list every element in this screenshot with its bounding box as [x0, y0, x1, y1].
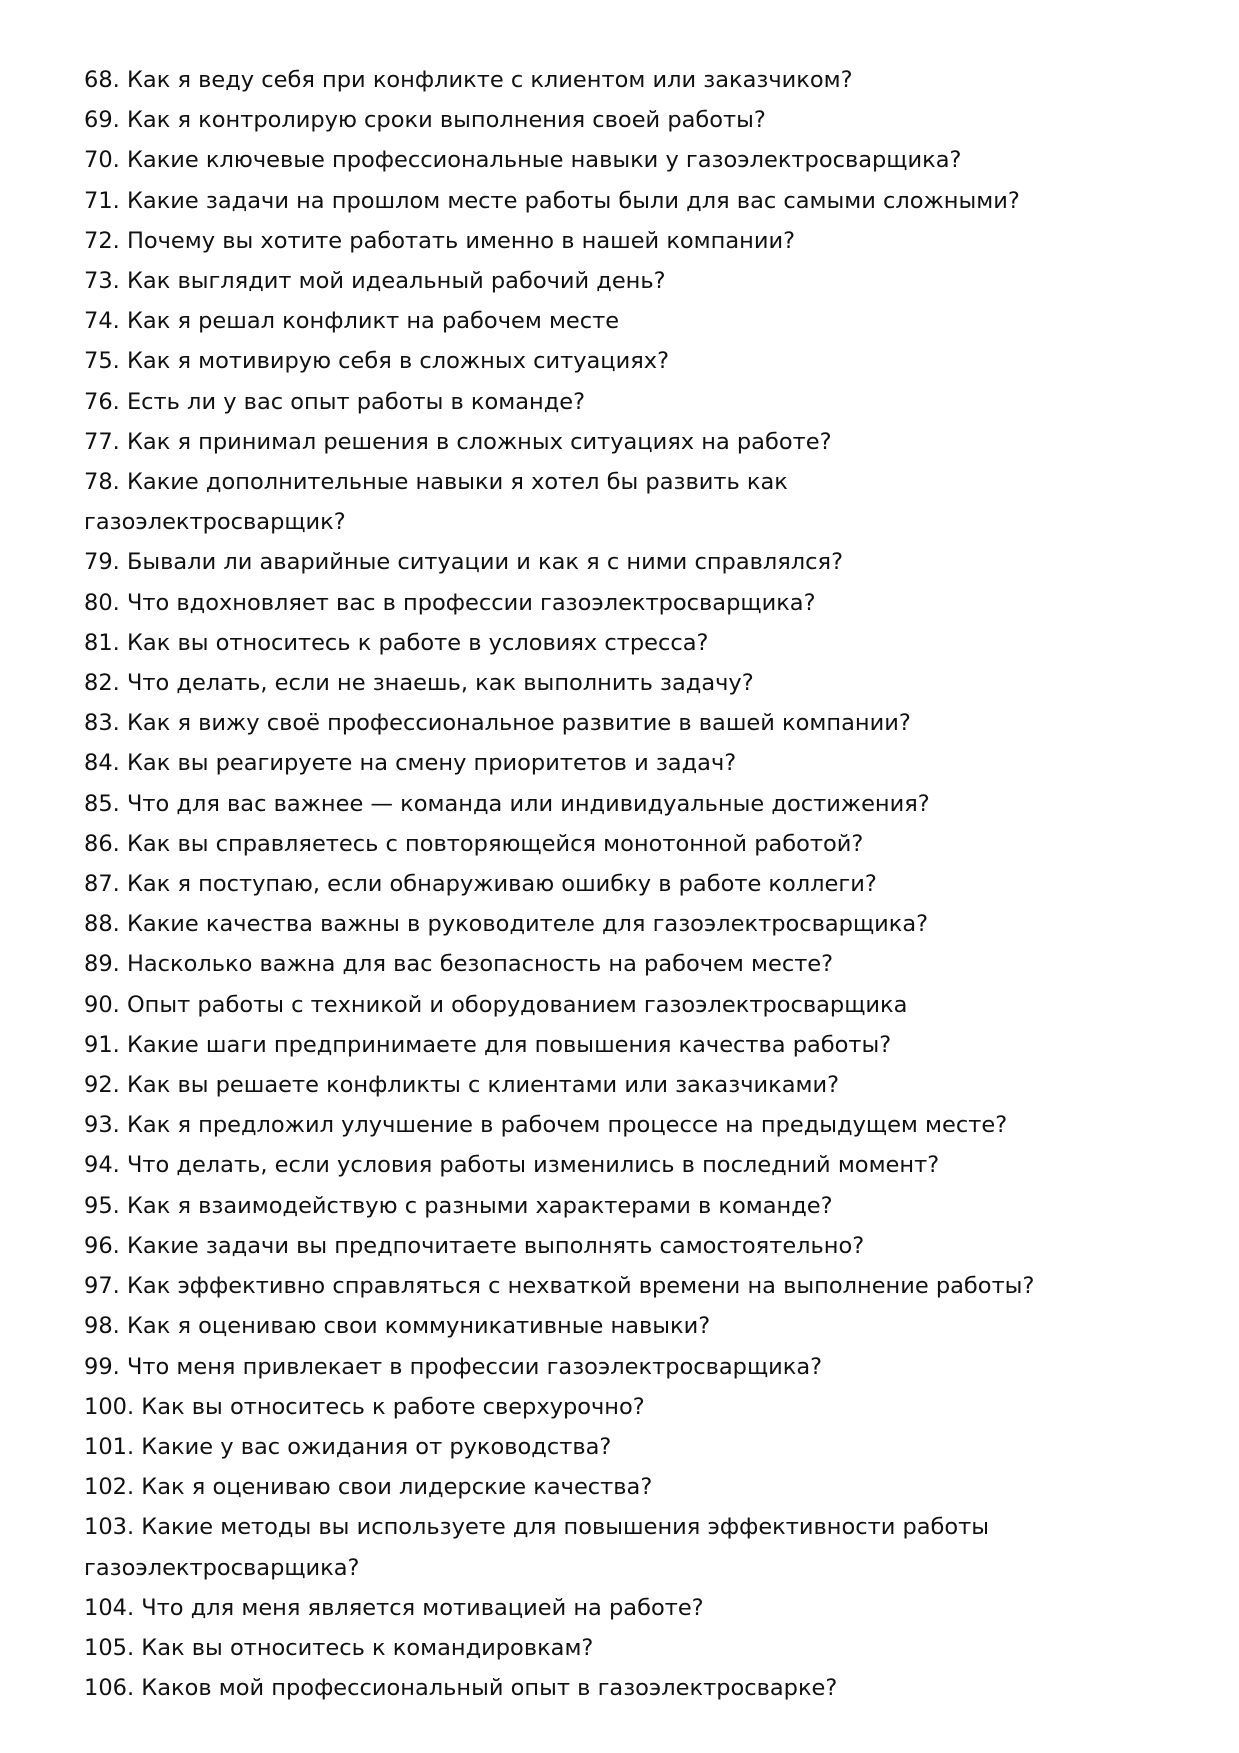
question-text: Насколько важна для вас безопасность на рабочем месте? [126, 951, 834, 978]
question-item [84, 542, 1044, 582]
question-number: 106. [84, 1675, 135, 1702]
question-text: Как эффективно справляться с нехваткой времени на выполнение работы? [126, 1273, 1035, 1300]
question-text: Какие задачи на прошлом месте работы были для вас самыми сложными? [126, 187, 1020, 214]
question-text: Как я мотивирую себя в сложных ситуациях? [126, 348, 670, 375]
question-item [84, 422, 1044, 462]
question-number: 94. [84, 1152, 120, 1179]
question-number: 101. [84, 1433, 135, 1460]
question-text: Как я веду себя при конфликте с клиентом или заказчиком? [126, 67, 853, 93]
question-item [84, 944, 1044, 984]
question-item [84, 1628, 1044, 1668]
question-text: Как я оцениваю свои коммуникативные навыки? [126, 1313, 711, 1340]
question-item [84, 1226, 1044, 1266]
question-number: 76. [84, 388, 120, 415]
question-number: 103. [84, 1514, 135, 1541]
question-number: 82. [84, 670, 120, 697]
question-number: 89. [84, 951, 120, 978]
question-number: 97. [84, 1273, 120, 1300]
question-text: Каков мой профессиональный опыт в газоэлектросварке? [141, 1675, 838, 1702]
question-text: Какие качества важны в руководителе для газоэлектросварщика? [126, 911, 929, 938]
question-text: Что меня привлекает в профессии газоэлектросварщика? [126, 1353, 823, 1380]
question-item [84, 743, 1044, 783]
question-item [84, 1427, 1044, 1467]
question-item [84, 663, 1044, 703]
question-number: 87. [84, 871, 120, 898]
question-number: 73. [84, 268, 120, 295]
question-number: 98. [84, 1313, 120, 1340]
question-text: Как я принимал решения в сложных ситуациях на работе? [126, 428, 832, 455]
question-text: Как вы решаете конфликты с клиентами или заказчиками? [126, 1072, 840, 1099]
question-number: 79. [84, 549, 120, 576]
question-number: 68. [84, 67, 120, 93]
question-text: Бывали ли аварийные ситуации и как я с ними справлялся? [126, 549, 844, 576]
question-text: Что делать, если условия работы изменились в последний момент? [126, 1152, 940, 1179]
question-item [84, 1588, 1044, 1628]
question-text: Как я решал конфликт на рабочем месте [126, 308, 620, 335]
question-number: 75. [84, 348, 120, 375]
question-item [84, 985, 1044, 1025]
question-item [84, 1065, 1044, 1105]
question-text: Что вдохновляет вас в профессии газоэлектросварщика? [126, 589, 816, 616]
question-text: Какие ключевые профессиональные навыки у газоэлектросварщика? [126, 147, 962, 174]
question-item [84, 341, 1044, 381]
question-item [84, 784, 1044, 824]
question-number: 78. [84, 469, 120, 496]
question-text: Какие шаги предпринимаете для повышения качества работы? [126, 1031, 892, 1058]
question-item [84, 462, 1044, 542]
question-item [84, 221, 1044, 261]
question-text: Почему вы хотите работать именно в нашей компании? [126, 227, 796, 254]
question-number: 77. [84, 428, 120, 455]
question-item [84, 1306, 1044, 1346]
question-number: 95. [84, 1192, 120, 1219]
question-number: 91. [84, 1031, 120, 1058]
question-number: 105. [84, 1634, 135, 1661]
question-text: Какие задачи вы предпочитаете выполнять самостоятельно? [126, 1232, 865, 1259]
question-number: 100. [84, 1393, 135, 1420]
question-number: 92. [84, 1072, 120, 1099]
question-text: Как я поступаю, если обнаруживаю ошибку в работе коллеги? [126, 871, 877, 898]
question-item [84, 1145, 1044, 1185]
question-number: 81. [84, 629, 120, 656]
question-number: 80. [84, 589, 120, 616]
question-number: 93. [84, 1112, 120, 1139]
question-item [84, 1266, 1044, 1306]
question-text: Как я контролирую сроки выполнения своей работы? [126, 107, 766, 134]
question-item [84, 382, 1044, 422]
question-number: 88. [84, 911, 120, 938]
question-number: 83. [84, 710, 120, 737]
question-number: 71. [84, 187, 120, 214]
question-item [84, 904, 1044, 944]
question-number: 102. [84, 1474, 135, 1501]
question-item [84, 864, 1044, 904]
question-number: 96. [84, 1232, 120, 1259]
question-item [84, 1347, 1044, 1387]
question-item [84, 1467, 1044, 1507]
question-item [84, 140, 1044, 180]
question-number: 85. [84, 790, 120, 817]
question-item [84, 1668, 1044, 1708]
question-number: 99. [84, 1353, 120, 1380]
question-item [84, 703, 1044, 743]
question-text: Есть ли у вас опыт работы в команде? [126, 388, 586, 415]
question-text: Как вы реагируете на смену приоритетов и задач? [126, 750, 737, 777]
question-number: 74. [84, 308, 120, 335]
question-number: 70. [84, 147, 120, 174]
question-item [84, 824, 1044, 864]
question-item [84, 1186, 1044, 1226]
question-number: 104. [84, 1594, 135, 1621]
question-number: 72. [84, 227, 120, 254]
question-text: Как я предложил улучшение в рабочем процессе на предыдущем месте? [126, 1112, 1008, 1139]
question-item [84, 181, 1044, 221]
question-list [84, 60, 1044, 1708]
question-number: 84. [84, 750, 120, 777]
question-number: 86. [84, 830, 120, 857]
question-item [84, 583, 1044, 623]
question-item [84, 1507, 1044, 1587]
question-text: Какие у вас ожидания от руководства? [141, 1433, 612, 1460]
question-item [84, 1105, 1044, 1145]
question-text: Как я взаимодействую с разными характерами в команде? [126, 1192, 833, 1219]
question-text: Как я вижу своё профессиональное развитие в вашей компании? [126, 710, 911, 737]
question-text: Как вы справляетесь с повторяющейся монотонной работой? [126, 830, 864, 857]
question-number: 69. [84, 107, 120, 134]
question-text: Как я оцениваю свои лидерские качества? [141, 1474, 653, 1501]
question-text: Как вы относитесь к работе в условиях стресса? [126, 629, 709, 656]
question-text: Что для меня является мотивацией на работе? [141, 1594, 704, 1621]
question-text: Какие дополнительные навыки я хотел бы развить как газоэлектросварщик? [84, 469, 788, 536]
question-text: Опыт работы с техникой и оборудованием газоэлектросварщика [126, 991, 908, 1018]
question-text: Как вы относитесь к командировкам? [141, 1634, 594, 1661]
question-number: 90. [84, 991, 120, 1018]
question-text: Как вы относитесь к работе сверхурочно? [141, 1393, 645, 1420]
question-item [84, 1025, 1044, 1065]
question-item [84, 60, 1044, 100]
question-text: Что для вас важнее — команда или индивидуальные достижения? [126, 790, 930, 817]
question-item [84, 100, 1044, 140]
question-text: Что делать, если не знаешь, как выполнить задачу? [126, 670, 754, 697]
question-item [84, 1387, 1044, 1427]
question-text: Как выглядит мой идеальный рабочий день? [126, 268, 666, 295]
question-item [84, 301, 1044, 341]
question-item [84, 261, 1044, 301]
question-item [84, 623, 1044, 663]
question-text: Какие методы вы используете для повышения эффективности работы газоэлектросварщика? [84, 1514, 990, 1581]
